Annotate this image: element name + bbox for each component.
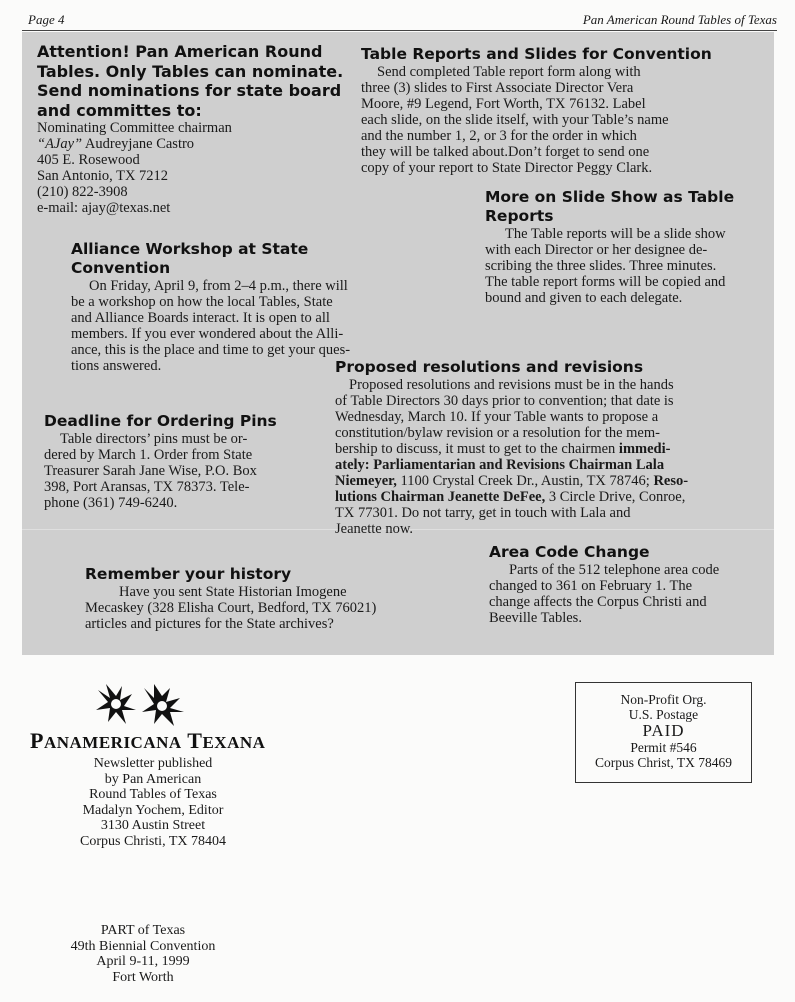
alliance-body: On Friday, April 9, from 2–4 p.m., there will be a workshop on how the local Tables, State and Alliance Boards interact. It is open to all members. If you ever wondered about the Alli- ance, this is the place and time to get your ques- tions answered.: [71, 278, 351, 374]
running-title: Pan American Round Tables of Texas: [582, 12, 777, 27]
attention-heading: Attention! Pan American Round Tables. Only Tables can nominate. Send nominations for state board and committes to:: [37, 42, 344, 120]
resolutions-section: [335, 358, 755, 537]
area-code-section: [489, 543, 759, 626]
history-heading: Remember your history: [85, 565, 292, 583]
area-code-body: Parts of the 512 telephone area code changed to 361 on February 1. The change affects the Corpus Christi and Beeville Tables.: [489, 562, 720, 626]
publication-name: PANAMERICANA TEXANA: [30, 728, 266, 753]
postage-indicia: [575, 682, 752, 783]
postage-org: Non-Profit Org.: [620, 692, 707, 707]
alliance-workshop-section: [71, 240, 391, 374]
table-reports-body: Send completed Table report form along with three (3) slides to First Associate Director Vera Moore, #9 Legend, Fort Worth, TX 76132. Label each slide, on the slide itself, with your Table’s name and the number 1, 2, or 3 for the order in which they will be talked about.Don’t forget to send one copy of your report to State Director Peggy Clark.: [361, 64, 669, 176]
alliance-heading: Alliance Workshop at State Convention: [71, 240, 309, 277]
history-body: Have you sent State Historian Imogene Mecaskey (328 Elisha Court, Bedford, TX 76021) articles and pictures for the State archives?: [85, 584, 377, 632]
slide-show-body: The Table reports will be a slide show with each Director or her designee de- scribing the three slides. Three minutes. The table report forms will be copied and bound and given to each delegate.: [485, 226, 726, 306]
postage-paid: PAID: [642, 721, 685, 740]
publisher-info: Newsletter published by Pan American Round Tables of Texas Madalyn Yochem, Editor 3130 Austin Street Corpus Christi, TX 78404: [80, 756, 226, 849]
page-number: Page 4: [28, 12, 65, 27]
resolutions-body: Proposed resolutions and revisions must be in the hands of Table Directors 30 days prior to convention; that date is Wednesday, March 10. If your Table wants to propose a constitution/bylaw revision or a resolution for the mem- bership to discuss, it must to get to the chairmen immedi- ately: Parliamentarian and Revisions Chairman Lala Niemeyer, 1100 Crystal Creek Dr., Austin, TX 78746; Reso- lutions Chairman Jeanette DeFee, 3 Circle Drive, Conroe, TX 77301. Do not tarry, get in touch with Lala and Jeanette now.: [335, 377, 689, 537]
slide-show-heading: More on Slide Show as Table Reports: [485, 188, 735, 225]
history-section: [85, 565, 405, 632]
pins-section: [44, 412, 294, 511]
pins-heading: Deadline for Ordering Pins: [44, 412, 277, 430]
postage-class: U.S. Postage: [628, 707, 699, 722]
resolutions-heading: Proposed resolutions and revisions: [335, 358, 644, 376]
pins-body: Table directors’ pins must be or- dered by March 1. Order from State Treasurer Sarah Jane Wise, P.O. Box 398, Port Aransas, TX 78373. Tele- phone (361) 749-6240.: [44, 431, 257, 511]
attention-section: [37, 42, 344, 216]
star-figures-logo-icon: [92, 680, 192, 728]
table-reports-section: [361, 45, 761, 176]
slide-show-section: [485, 188, 760, 306]
postage-permit: Permit #546: [630, 740, 697, 755]
header-rule: [22, 30, 777, 31]
nominating-address: Nominating Committee chairman “AJay” Audreyjane Castro 405 E. Rosewood San Antonio, TX 7212 (210) 822-3908 e-mail: ajay@texas.net: [37, 120, 232, 216]
postage-city: Corpus Christ, TX 78469: [594, 755, 732, 770]
table-reports-heading: Table Reports and Slides for Convention: [361, 45, 712, 63]
area-code-heading: Area Code Change: [489, 543, 650, 561]
convention-info: PART of Texas 49th Biennial Convention April 9-11, 1999 Fort Worth: [70, 923, 216, 985]
